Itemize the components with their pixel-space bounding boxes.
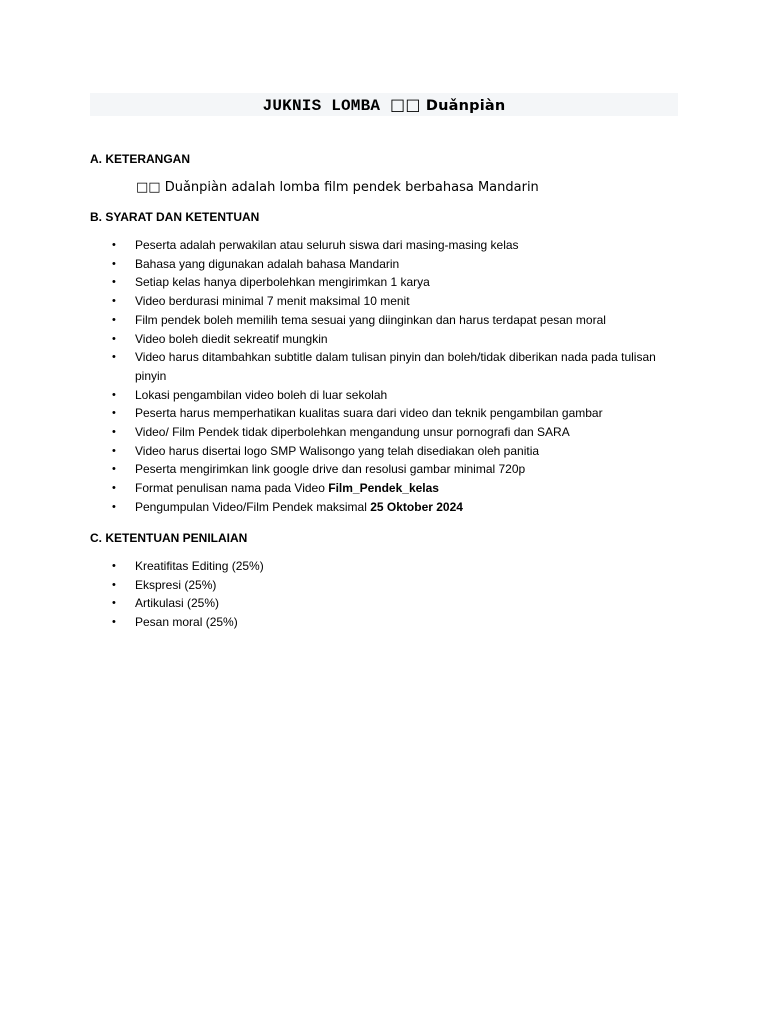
title-band [90,93,678,116]
document-title [263,95,506,115]
list-item: • Ekspresi (25%) [108,576,668,595]
bullet-icon: • [112,239,116,251]
list-item: • Pesan moral (25%) [108,613,668,632]
bullet-icon: • [112,426,116,439]
bullet-icon: • [112,463,116,476]
bullet-icon: • [112,388,116,401]
bullet-icon: • [112,407,116,420]
list-item-deadline: • Pengumpulan Video/Film Pendek maksimal 25 Oktober 2024 [108,498,668,517]
bullet-icon: • [112,257,116,270]
section-c-heading: C. KETENTUAN PENILAIAN [90,531,248,545]
assessment-list [108,557,668,632]
list-item: • Video berdurasi minimal 7 menit maksimal 10 menit [108,292,668,311]
list-item: • Video boleh diedit sekreatif mungkin [108,330,668,349]
bullet-icon: • [112,578,116,591]
list-item: • Video harus ditambahkan subtitle dalam tulisan pinyin dan boleh/tidak diberikan nada pada tulisan pinyin [112,350,656,383]
list-item: • Lokasi pengambilan video boleh di luar sekolah [108,386,668,405]
list-item: • Film pendek boleh memilih tema sesuai yang diinginkan dan harus terdapat pesan moral [108,311,668,330]
bullet-icon: • [112,332,116,345]
list-item: • Setiap kelas hanya diperbolehkan mengirimkan 1 karya [108,273,668,292]
bullet-icon: • [112,351,116,364]
title-prefix: JUKNIS LOMBA [262,96,390,115]
list-item: • Peserta adalah perwakilan atau seluruh siswa dari masing-masing kelas [108,236,668,255]
file-name-format: Film_Pendek_kelas [328,481,439,496]
bullet-icon: • [112,276,116,289]
section-b-heading: B. SYARAT DAN KETENTUAN [90,210,260,224]
list-item: • Peserta harus memperhatikan kualitas suara dari video dan teknik pengambilan gambar [108,404,668,423]
bullet-icon: • [112,313,116,326]
bullet-icon: • [112,616,116,629]
list-item: • Video/ Film Pendek tidak diperbolehkan mengandung unsur pornografi dan SARA [108,423,668,442]
bullet-icon: • [112,500,116,513]
bullet-icon: • [112,295,116,308]
bullet-icon: • [112,482,116,495]
requirements-list [108,236,668,517]
list-item: • Bahasa yang digunakan adalah bahasa Mandarin [108,255,668,274]
bullet-icon: • [112,444,116,457]
list-item: • Peserta mengirimkan link google drive dan resolusi gambar minimal 720p [108,460,668,479]
title-missing-glyphs: □□ [390,94,421,114]
list-item: • Video harus disertai logo SMP Walisongo yang telah disediakan oleh panitia [108,442,668,461]
list-item: • Kreatifitas Editing (25%) [108,557,668,576]
bullet-icon: • [112,560,116,572]
section-a-heading: A. KETERANGAN [90,152,191,166]
title-pinyin: Duǎnpiàn [420,97,506,114]
list-item: • Artikulasi (25%) [108,594,668,613]
section-a-description: □□ Duǎnpiàn adalah lomba film pendek berbahasa Mandarin [136,180,539,195]
bullet-icon: • [112,597,116,610]
list-item-format: • Format penulisan nama pada Video Film_Pendek_kelas [108,479,668,498]
deadline-date: 25 Oktober 2024 [370,499,463,514]
